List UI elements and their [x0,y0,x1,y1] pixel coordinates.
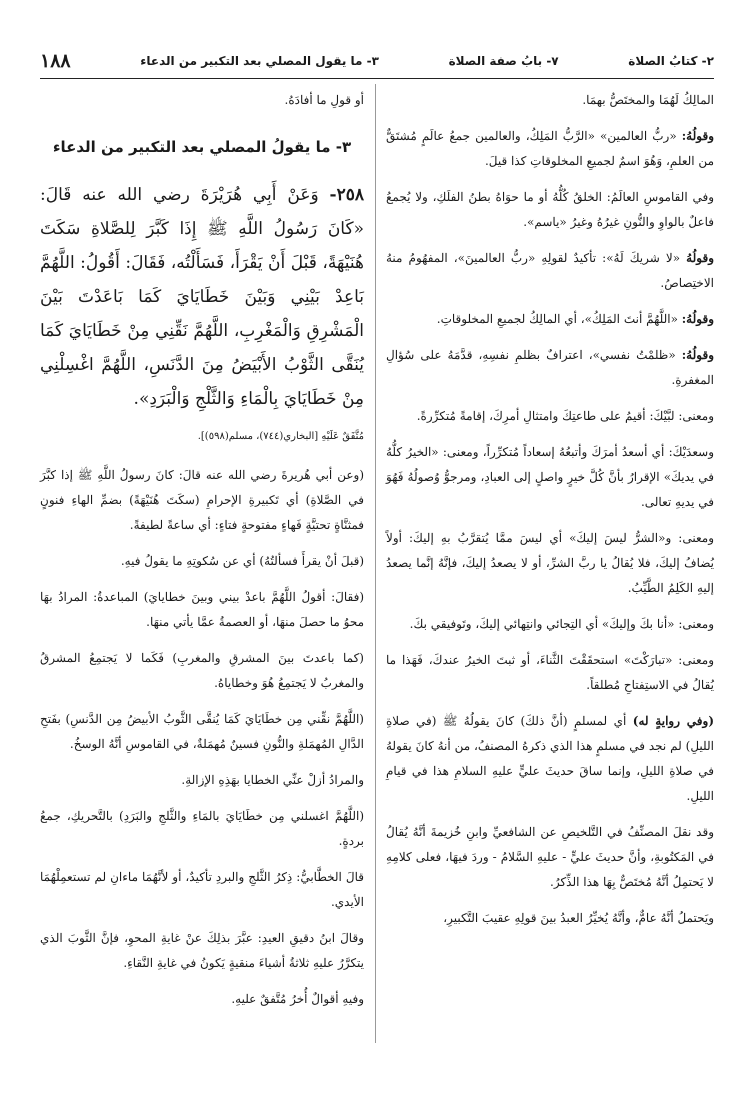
paragraph: وقد نقلَ المصنِّفُ في التَّلخيصِ عن الشافعيِّ وابنِ خُزيمةَ أنَّهُ يُقالُ في المَكتُوبةِ، وأنَّ حديثَ عليٍّ - عليهِ السَّلامُ - وردَ فيهَا، فعلى كلامِهِ لا يَحتمِلُ أنَّهُ مُختَصٌّ بِهَا هذا الذِّكرُ. [386,825,714,889]
hadith-source: مُتَّفَقٌ عَلَيْهِ [البخاري(٧٤٤)، مسلم(٥٩٨)]. [197,431,364,442]
paragraph: (كما باعدتَ بينَ المشرقِ والمغربِ) فَكَما لا يَجتمِعُ المشرقُ والمغربُ لا يَجتمِعُ هُوَ وخطاياهُ. [40,651,364,690]
paragraph: ويَحتملُ أنَّهُ عامٌّ، وأنَّهُ يُخيِّرُ العبدُ بينَ قولِهِ عقيبَ التَّكبيرِ، [443,911,714,925]
paragraph: (قبلَ أنْ يقرأَ فسألتُهُ) أي عن سُكوتِهِ ما يقولُ فيهِ. [120,554,364,568]
paragraph: المالِكُ لَهُمَا والمختَصُّ بهمَا. [582,93,714,107]
keyword: وقولُهُ: [681,312,714,326]
running-header [40,50,714,72]
section-title: ٣- ما يقول المصلي بعد التكبير من الدعاء [140,54,379,68]
chapter-title: ٧- بابُ صفة الصلاة [448,54,559,68]
header-rule [40,78,714,79]
paragraph: قالَ الخطَّابيُّ: ذِكرُ الثَّلجِ والبردِ تأكيدٌ، أو لأنَّهُمَا ماءانِ لم تستعمِلْهُمَا الأيدي. [40,870,364,909]
paragraph [386,124,714,174]
section-heading: ٣- ما يقولُ المصلي بعد التكبير من الدعاء [52,138,352,156]
keyword: (وفي روايةٍ له) [632,714,714,728]
paragraph-text: «لا شريكَ لَهُ»: تأكيدٌ لقولِهِ «ربُّ العالمينَ»، المفهُومُ منهُ الاختِصاصُ. [386,251,714,290]
paragraph: أو قولِ ما أفادَهُ. [284,93,364,107]
keyword: وقولُهُ [686,251,714,265]
paragraph: (اللَّهُمَّ اغسلني مِن خطَايَايَ بالمَاءِ والثَّلجِ والبَرَدِ) بالتَّحريكِ، جمعُ بردةٍ. [40,809,364,848]
book-title: ٢- كتابُ الصلاة [628,54,714,68]
paragraph [386,246,714,296]
paragraph: ومعنى: «أنا بكَ وإليكَ» أي التِجائي وانتِهائي إليكَ، وتَوفيقي بكَ. [409,617,714,631]
paragraph: ومعنى: لبَّيْكَ: أقيمُ على طاعتِكَ وامتثالِ أمرِكَ، إقامةً مُتكرِّرةً. [416,409,714,423]
paragraph-text: «ظلمْتُ نفسي»، اعترافٌ بظلمِ نفسِهِ، قدَّمَهُ على سُؤالِ المغفرةِ. [386,348,714,387]
paragraph: وقالَ ابنُ دقيقِ العيدِ: عبَّرَ بذلِكَ عنْ غايةِ المحوِ، فإنَّ الثَّوبَ الذي يتكرَّرُ عليهِ ثلاثةُ أشياءَ منقيةٍ يَكونُ في غايةِ النَّقاءِ. [40,931,364,970]
paragraph-text: «اللَّهُمَّ أنتَ المَلِكُ»، أي المالِكُ لجميعِ المخلوقاتِ. [436,312,678,326]
keyword: وقولُهُ: [681,348,714,362]
paragraph: وفيهِ أقوالٌ أُخرُ مُتَّفقٌ عليهِ. [231,992,364,1006]
paragraph-text: أي لمسلمٍ (أنَّ ذلكَ) كانَ يقولُهُ ﷺ (في صلاةِ الليلِ) لم نجد في مسلمٍ هذا الذي ذكرهُ المصنفُ، من أنهُ كانَ يقولهُ في صلاةِ الليلِ، وإنما ساقَ حديثَ عليٍّ عليهِ السلامِ هذا في قيامِ الليلِ. [386,714,714,803]
paragraph: ومعنى: «تبارَكْتَ» استحقَقْتَ الثَّناءَ، أو ثبتَ الخيرُ عندكَ، فَهَذا ما يُقالُ في الاستِفتاحِ مُطلقاً. [386,653,714,692]
paragraph [386,343,714,393]
hadith-number: ٢٥٨- [329,185,364,205]
column-separator [375,84,376,1043]
paragraph: وسعدَيْكَ: أي أسعدُ أمرَكَ وأتبعُهُ إسعاداً مُتكرِّراً، ومعنى: «الخيرُ كلُّهُ في يديكَ» الإقرارُ بأنَّ كُلَّ خيرٍ واصلٍ إلى العبادِ، ومرجوُّ وُصولُهُ فَهُوَ في يديهِ تعالى. [386,445,714,509]
paragraph [386,307,714,332]
paragraph-text: «ربُّ العالمين» «الرَّبُّ المَلِكُ، والعالمين جمعُ عالَمٍ مُشتَقٌّ من العلمِ، وَهُوَ اسمٌ لجميعِ المخلوقاتِ كذا قيلَ. [386,129,714,168]
right-column [386,88,714,942]
paragraph: (فقالَ: أقولُ اللَّهُمَّ باعدْ بيني وبينَ خطايايَ) المباعدةُ: المرادُ بهَا محوُ ما حصلَ منهَا، أو العصمةُ عمَّا يأتي منهَا. [40,590,364,629]
keyword: وقولُهُ: [681,129,714,143]
paragraph: والمرادُ أزلْ عنِّي الخطايا بهَذِهِ الإزالةِ. [181,773,364,787]
paragraph: (اللَّهُمَّ نقِّني مِن خطَايَايَ كَمَا يُنقَّى الثَّوبُ الأبيضُ مِن الدَّنسِ) بفَتحِ الدَّالِ المُهمَلةِ والنُّونِ فسينٌ مُهمَلةٌ، في القاموسِ أنَّهُ الوسخُ. [40,712,364,751]
paragraph: وفي القاموسِ العالَمُ: الخلقُ كُلُّهُ أو ما حوَاهُ بطنُ الفلَكِ، ولا يُجمعُ فاعلٌ بالواوِ والنُّونِ غيرُهُ وغيرُ «ياسم». [386,190,714,229]
paragraph: ومعنى: و«الشرُّ ليسَ إليكَ» أي ليسَ ممَّا يُتقرَّبُ بهِ إليكَ: أولاً يُضافُ إليكَ، فلا يُقالُ يا ربَّ الشرِّ، أو لا يصعدُ إليكَ، فإنَّهُ إنَّما يصعدُ إليهِ الكَلِمُ الطَّيِّبُ. [386,531,714,595]
hadith-text [40,178,364,416]
left-column [40,88,364,1023]
paragraph [386,709,714,809]
paragraph: (وعن أبي هُريرةَ رضي الله عنه قالَ: كانَ رسولُ اللَّهِ ﷺ إذا كبَّرَ في الصَّلاةِ) أي تَكبيرةِ الإحرامِ (سكَتَ هُنَيْهَةً) بضمِّ الهاءِ فنونٍ فمثنَّاةٍ تحتيَّةٍ فَهاءٍ مفتوحةٍ فتاءٍ: أي ساعةً لطيفةً. [40,468,364,532]
page-number: ١٨٨ [40,50,71,72]
hadith-body: وَعَنْ أَبِي هُرَيْرَةَ رضي الله عنه قَالَ: «كَانَ رَسُولُ اللَّهِ ﷺ إِذَا كَبَّرَ لِلصَّلاةِ سَكَتَ هُنَيْهَةً، قَبْلَ أَنْ يَقْرَأَ، فَسَأَلْتُه، فَقَالَ: أَقُولُ: اللَّهُمَّ بَاعِدْ بَيْنِي وَبَيْنَ خَطَايَايَ كَمَا بَاعَدْتَ بَيْنَ الْمَشْرِقِ وَالْمَغْرِبِ، اللَّهُمَّ نَقِّنِي مِنْ خَطَايَايَ كَمَا يُنَقَّى الثَّوْبُ الأَبْيَضُ مِنَ الدَّنَسِ، اللَّهُمَّ اغْسِلْنِي مِنْ خَطَايَايَ بِالْمَاءِ وَالثَّلْجِ وَالْبَرَدِ». [40,185,364,409]
